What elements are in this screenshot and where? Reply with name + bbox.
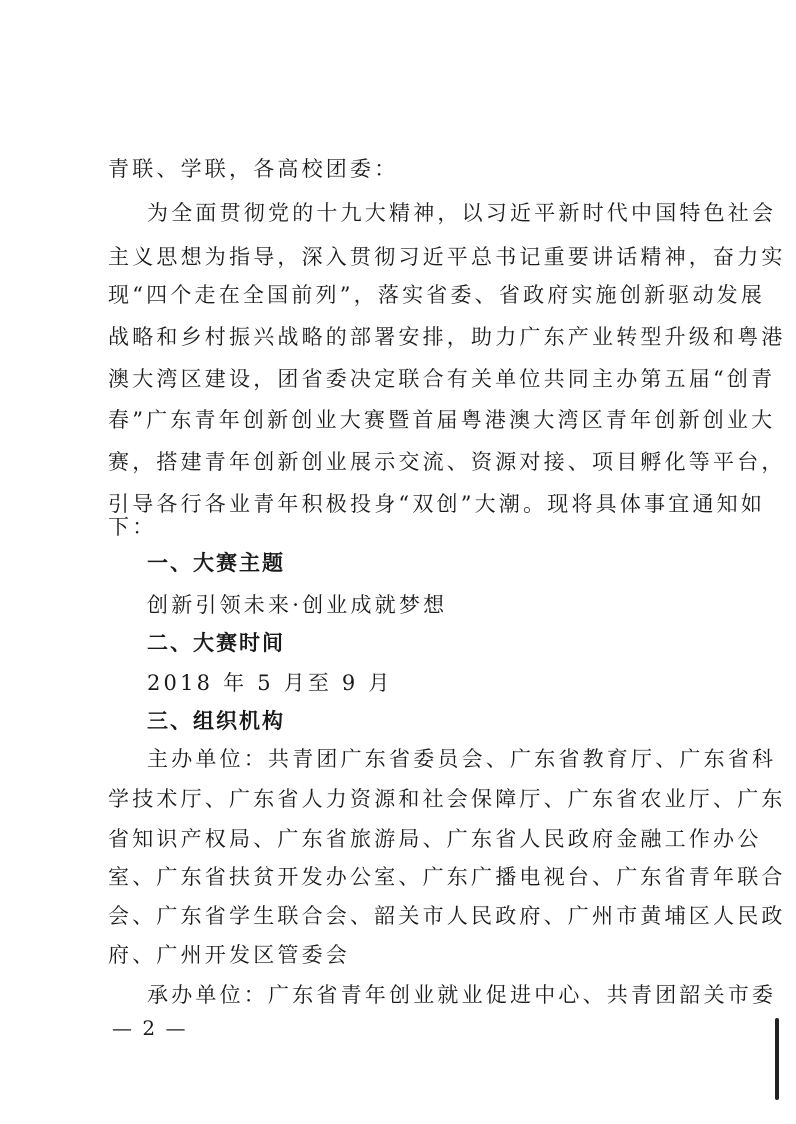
paragraph-line: 引导各行各业青年积极投身“双创”大潮。现将具体事宜通知如 [108, 492, 766, 516]
paragraph-line: 下： [108, 515, 157, 539]
organizer-line: 主办单位：共青团广东省委员会、广东省教育厅、广东省科 [147, 747, 777, 771]
co-organizer-line: 承办单位：广东省青年创业就业促进中心、共青团韶关市委 [147, 983, 777, 1007]
section-heading-theme: 一、大赛主题 [147, 551, 285, 575]
time-text: 2018 年 5 月至 9 月 [147, 671, 393, 695]
paragraph-line: 澳大湾区建设，团省委决定联合有关单位共同主办第五届“创青 [108, 367, 776, 391]
paragraph-line: 为全面贯彻党的十九大精神，以习近平新时代中国特色社会 [147, 201, 777, 225]
salutation: 青联、学联，各高校团委： [108, 157, 399, 181]
section-heading-time: 二、大赛时间 [147, 631, 285, 655]
organizer-line: 省知识产权局、广东省旅游局、广东省人民政府金融工作办公 [108, 827, 762, 851]
paragraph-line: 春”广东青年创新创业大赛暨首届粤港澳大湾区青年创新创业大 [108, 408, 776, 432]
organizer-line: 府、广州开发区管委会 [108, 943, 350, 967]
paragraph-line: 主义思想为指导，深入贯彻习近平总书记重要讲话精神，奋力实 [108, 245, 786, 269]
organizer-line: 室、广东省扶贫开发办公室、广东广播电视台、广东省青年联合 [108, 865, 786, 889]
organizer-line: 学技术厅、广东省人力资源和社会保障厅、广东省农业厅、广东 [108, 787, 786, 811]
section-heading-organization: 三、组织机构 [147, 709, 285, 733]
paragraph-line: 战略和乡村振兴战略的部署安排，助力广东产业转型升级和粤港 [108, 325, 786, 349]
theme-text: 创新引领未来·创业成就梦想 [147, 593, 448, 617]
paragraph-line: 现“四个走在全国前列”，落实省委、省政府实施创新驱动发展 [108, 283, 766, 307]
paragraph-line: 赛，搭建青年创新创业展示交流、资源对接、项目孵化等平台， [108, 450, 786, 474]
organizer-line: 会、广东省学生联合会、韶关市人民政府、广州市黄埔区人民政 [108, 904, 786, 928]
page-number: — 2 — [112, 1016, 188, 1040]
scan-edge-mark [775, 1018, 779, 1100]
